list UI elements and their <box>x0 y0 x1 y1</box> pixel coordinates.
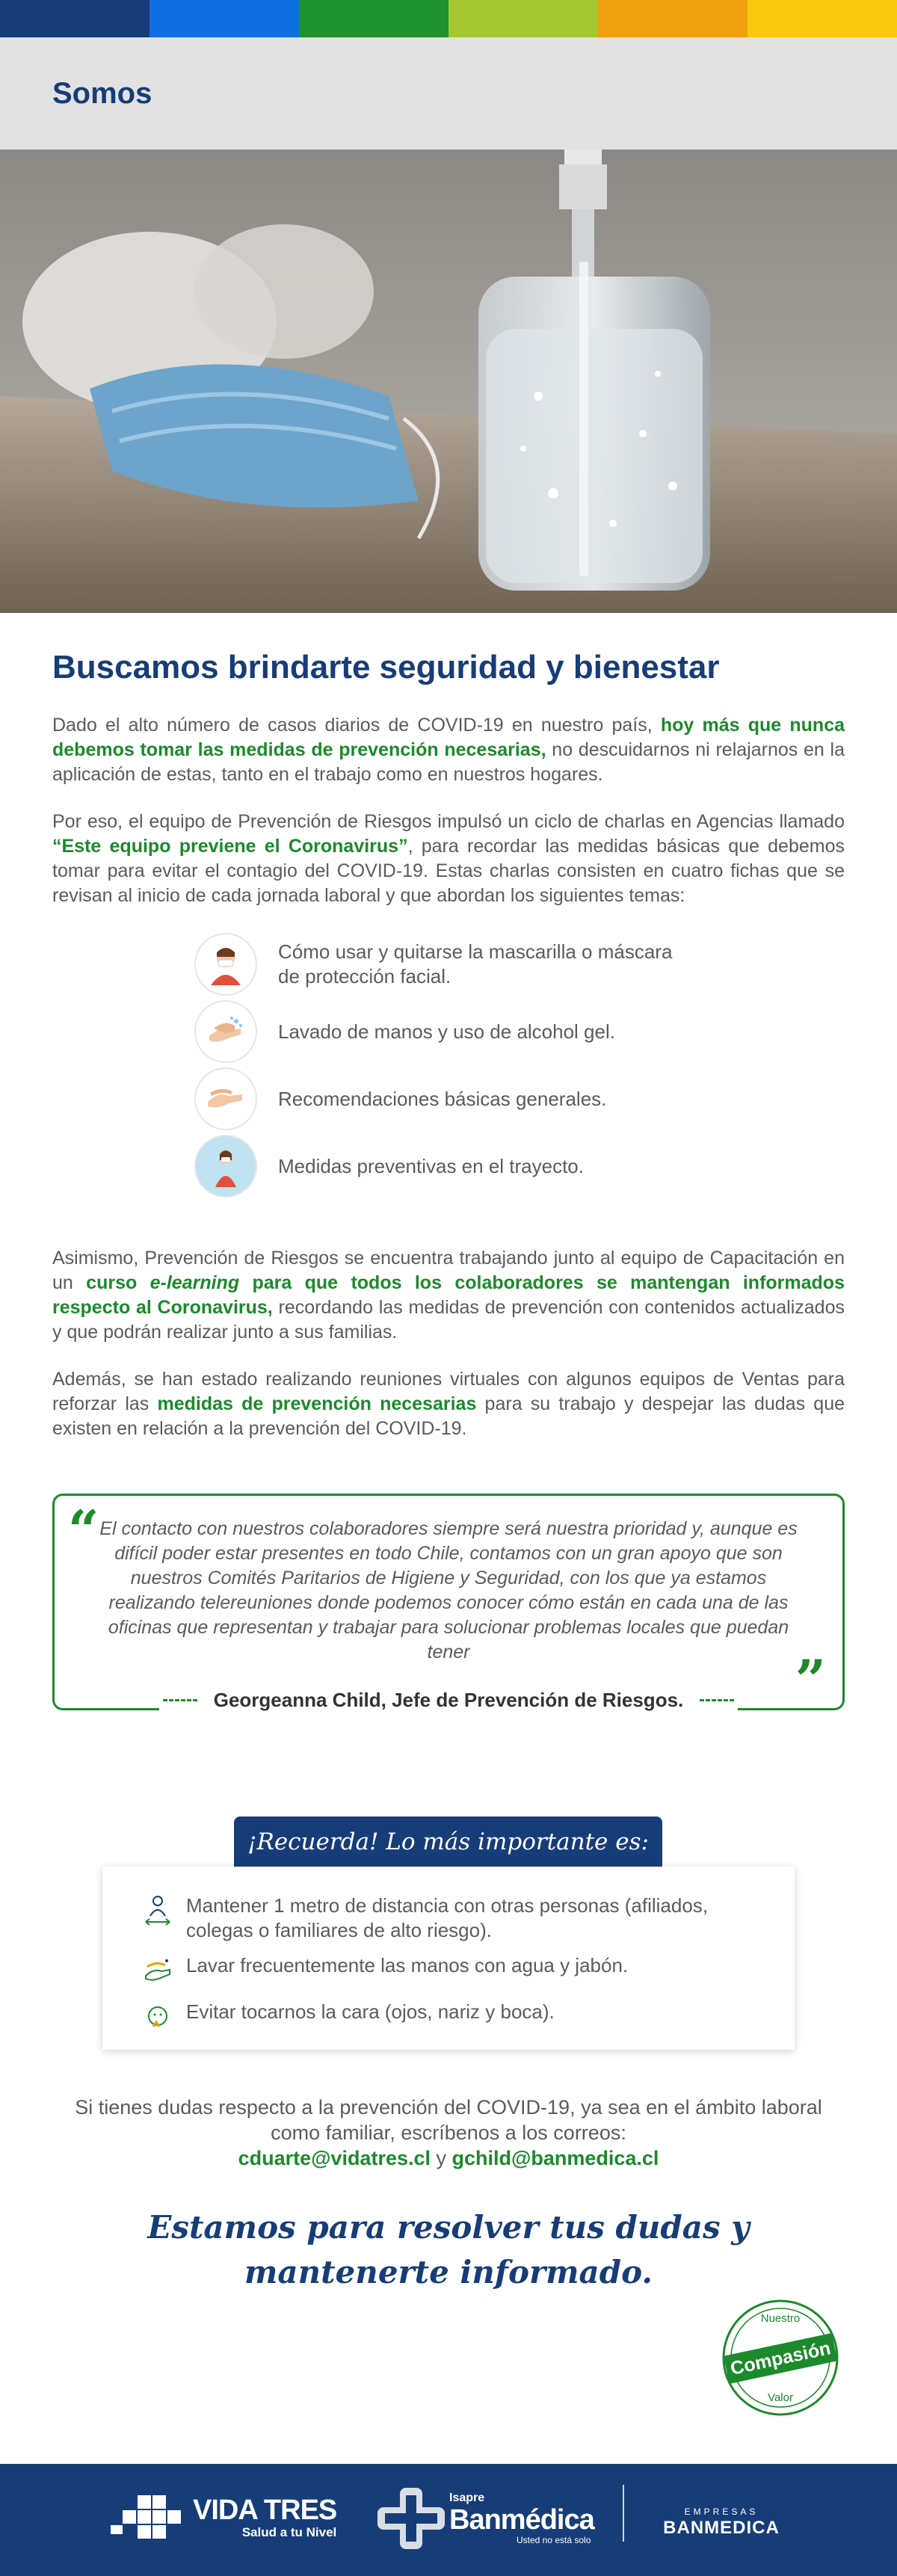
vidatres-name: VIDA TRES <box>193 2495 337 2526</box>
remember-label: Evitar tocarnos la cara (ojos, nariz y boca). <box>186 2000 555 2023</box>
stripe-navy <box>0 0 150 37</box>
banmedica-logo <box>377 2488 594 2549</box>
distance-icon <box>140 1894 176 1929</box>
empresas-label: EMPRESAS <box>684 2506 759 2517</box>
topic-label: Lavado de manos y uso de alcohol gel. <box>278 1020 615 1043</box>
list-item <box>140 2000 765 2036</box>
text: Asimismo, Prevención de Riesgos se encuentra trabajando junto al equipo de Capacitación en un <box>52 1248 845 1293</box>
isapre-label: Isapre <box>449 2492 485 2504</box>
quote-open-icon: “ <box>68 1498 99 1562</box>
vidatres-logo-icon <box>111 2495 185 2542</box>
list-item <box>140 1894 765 1943</box>
face-touch-icon <box>140 2000 176 2036</box>
section-title: Somos <box>52 76 152 110</box>
contact-text: Si tienes dudas respecto a la prevención del COVID-19, ya sea en el ámbito laboral como familiar, escríbenos a los correos: <box>75 2096 822 2144</box>
sanitizer-photo-illustration <box>0 150 897 613</box>
paragraph-meetings <box>52 1367 845 1441</box>
stamp-main: Compasión <box>728 2338 833 2379</box>
closing-line: Estamos para resolver tus dudas y <box>147 2209 750 2246</box>
mask-person-icon <box>194 933 257 996</box>
stripe-blue <box>150 0 299 37</box>
stripe-lime <box>449 0 598 37</box>
topic-label: Medidas preventivas en el trayecto. <box>278 1154 584 1177</box>
hero-image <box>0 150 897 613</box>
stripe-yellow <box>748 0 897 37</box>
email-link-gchild[interactable]: gchild@banmedica.cl <box>451 2147 659 2169</box>
stripe-green <box>299 0 449 37</box>
text: Dado el alto número de casos diarios de COVID-19 en nuestro país, <box>52 715 661 736</box>
paragraph-talks <box>52 810 845 908</box>
list-item <box>194 931 845 998</box>
stamp-bottom: Valor <box>768 2391 793 2404</box>
article-body <box>0 649 897 1441</box>
text: para su trabajo y despejar las dudas que existen en relación a la prevención del COVID-19. <box>52 1393 845 1439</box>
footer <box>0 2464 897 2576</box>
email-link-cduarte[interactable]: cduarte@vidatres.cl <box>238 2147 431 2169</box>
topic-label: Cómo usar y quitarse la mascarilla o máscara de protección facial. <box>278 940 673 987</box>
text: Por eso, el equipo de Prevención de Riesgos impulsó un ciclo de charlas en Agencias llamado <box>52 811 845 832</box>
contact-block <box>75 2095 822 2171</box>
remember-box <box>102 1867 795 2050</box>
text: , para recordar las medidas básicas que debemos tomar para evitar el contagio del COVID-19. Estas charlas consisten en cuatro fichas que se revisan al inicio de cada jornada laboral y que abordan los siguientes temas: <box>52 836 845 906</box>
commuter-icon <box>194 1135 257 1198</box>
list-item <box>194 998 845 1065</box>
color-stripe-bar <box>0 0 897 37</box>
quote-box <box>52 1494 845 1710</box>
banmedica-name: Banmédica <box>449 2504 594 2536</box>
paragraph-intro <box>52 713 845 787</box>
paragraph-elearning <box>52 1246 845 1345</box>
highlight-italic: e-learning <box>150 1272 240 1293</box>
section-header <box>0 37 897 150</box>
divider <box>163 1699 197 1701</box>
remember-label: Mantener 1 metro de distancia con otras personas (afiliados, colegas o familiares de alto riesgo). <box>186 1894 709 1941</box>
quote-author-row <box>159 1689 738 1712</box>
banmedica-cross-icon <box>377 2488 445 2549</box>
text: recordando las medidas de prevención con contenidos actualizados y que podrán realizar junto a sus familias. <box>52 1297 845 1343</box>
highlight: medidas de prevención necesarias <box>157 1393 477 1414</box>
quote-author: Georgeanna Child, Jefe de Prevención de Riesgos. <box>197 1689 700 1712</box>
quote-text: El contacto con nuestros colaboradores siempre será nuestra prioridad y, aunque es difícil poder estar presentes en todo Chile, contamos con un gran apoyo que son nuestros Comités Paritarios de Higiene y Seguridad, con los que ya estamos realizando telereuniones donde podemos conocer cómo están en cada una de las oficinas que representan y trabajar para solucionar problemas locales que puedan tener <box>99 1518 798 1663</box>
closing-message <box>75 2205 822 2295</box>
closing-line: mantenerte informado. <box>244 2254 653 2290</box>
list-item <box>194 1133 845 1200</box>
text: Además, se han estado realizando reuniones virtuales con algunos equipos de Ventas para reforzar las <box>52 1369 845 1414</box>
vidatres-tagline: Salud a tu Nivel <box>241 2525 337 2539</box>
quote-close-icon: ” <box>795 1648 826 1711</box>
remember-label: Lavar frecuentemente las manos con agua y jabón. <box>186 1954 629 1976</box>
stamp-top: Nuestro <box>760 2312 801 2325</box>
highlight: curso <box>86 1272 150 1293</box>
empresas-name: BANMEDICA <box>663 2518 780 2538</box>
stripe-orange <box>598 0 748 37</box>
divider <box>623 2485 624 2542</box>
list-item <box>194 1065 845 1133</box>
compasion-value-stamp <box>719 2296 842 2419</box>
divider <box>700 1699 734 1701</box>
topics-list <box>194 931 845 1200</box>
vidatres-logo <box>111 2495 336 2542</box>
list-item <box>140 1953 765 1989</box>
article-title: Buscamos brindarte seguridad y bienestar <box>52 649 720 685</box>
wash-hands-icon <box>140 1953 176 1989</box>
text: y <box>431 2147 452 2169</box>
hands-icon <box>194 1067 257 1130</box>
remember-title: ¡Recuerda! Lo más importante es: <box>234 1817 662 1867</box>
empresas-banmedica-logo <box>658 2506 785 2539</box>
highlight: para que todos los colaboradores se mantengan informados respecto al Coronavirus, <box>52 1272 845 1318</box>
hand-washing-icon <box>194 1000 257 1063</box>
topic-label: Recomendaciones básicas generales. <box>278 1087 607 1110</box>
text: no descuidarnos ni relajarnos en la aplicación de estas, tanto en el trabajo como en nuestros hogares. <box>52 739 845 785</box>
highlight: hoy más que nunca debemos tomar las medidas de prevención necesarias, <box>52 715 845 760</box>
banmedica-tagline: Usted no está solo <box>517 2535 591 2545</box>
highlight: “Este equipo previene el Coronavirus” <box>52 836 408 857</box>
